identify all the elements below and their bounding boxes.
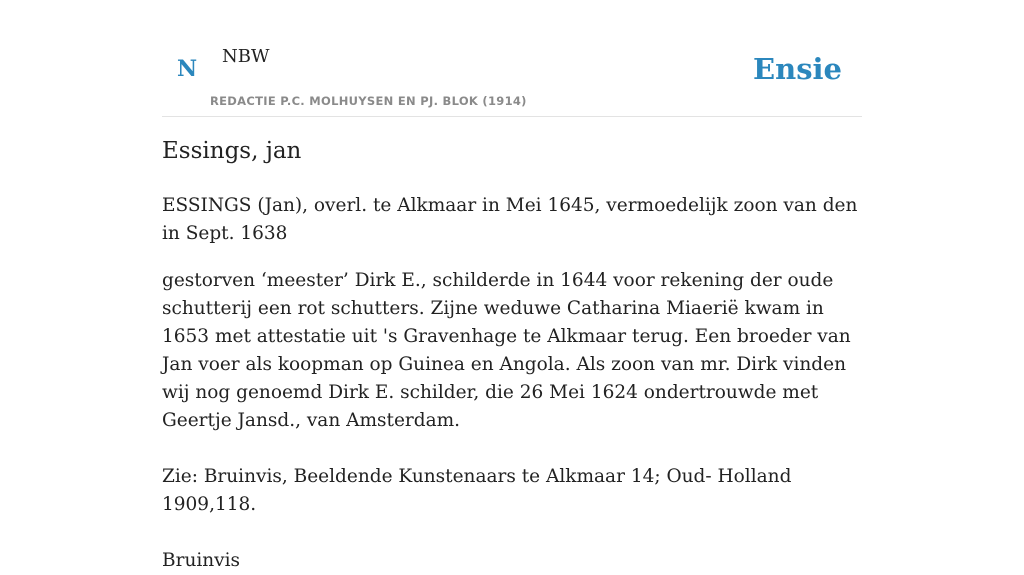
source-name[interactable]: NBW xyxy=(222,46,270,67)
brand-logo-link[interactable]: Ensie xyxy=(753,52,842,86)
article-references: Zie: Bruinvis, Beeldende Kunstenaars te Alkmaar 14; Oud- Holland 1909,118. xyxy=(162,466,792,515)
source-editors: REDACTIE P.C. MOLHUYSEN EN PJ. BLOK (1914) xyxy=(210,94,527,108)
article-paragraph: gestorven ‘meester’ Dirk E., schilderde in 1644 voor rekening der oude schutterij een rot schutters. Zijne weduwe Catharina Miaerië kwam in 1653 met attestatie uit 's Gravenhage te Alkmaar terug. Een broeder van Jan voer als koopman op Guinea en Angola. Als zoon van mr. Dirk vinden wij nog genoemd Dirk E. schilder, die 26 Mei 1624 ondertrouwde met Geertje Jansd., van Amsterdam. xyxy=(162,270,851,431)
article-title: Essings, jan xyxy=(162,138,302,164)
article-body xyxy=(162,192,864,575)
article-author: Bruinvis xyxy=(162,550,241,571)
article-paragraph: ESSINGS (Jan), overl. te Alkmaar in Mei 1645, vermoedelijk zoon van den in Sept. 1638 xyxy=(162,195,858,244)
site-header xyxy=(162,0,862,117)
source-logo-icon[interactable]: N xyxy=(177,56,198,82)
